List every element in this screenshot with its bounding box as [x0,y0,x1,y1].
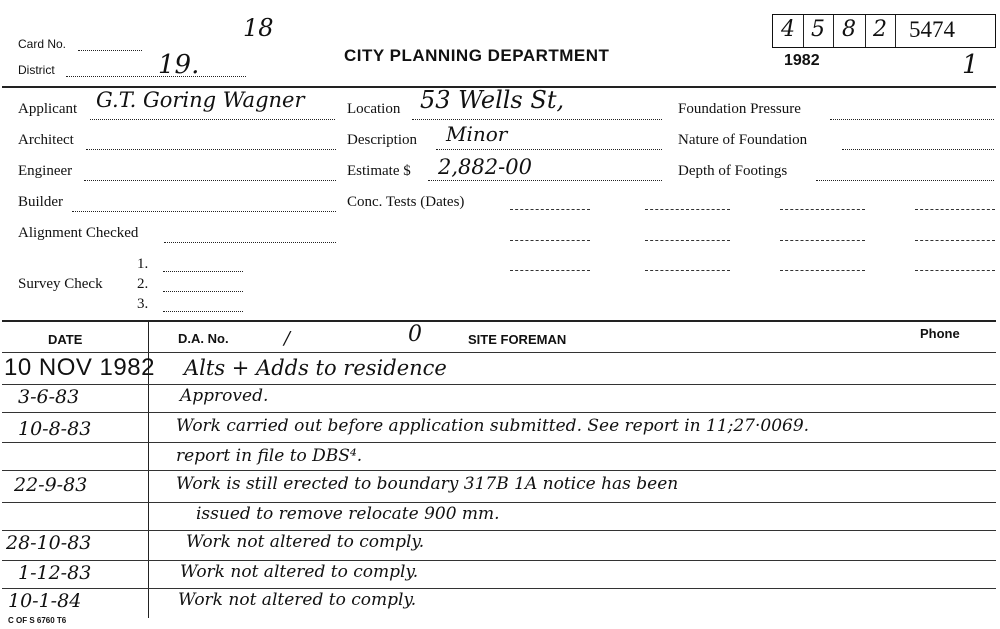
table-row-line [2,502,996,503]
applicant-value: G.T. Goring Wagner [96,88,305,112]
code-digit: 4 [781,17,795,42]
conc-test-blank [915,240,995,241]
date-header: DATE [48,332,83,347]
code-box-group [772,14,996,48]
applicant-line [90,119,335,120]
survey-line [163,311,243,312]
conc-test-blank [645,209,730,210]
conc-test-blank [780,270,865,271]
table-row-line [2,588,996,589]
table-row-line [2,530,996,531]
entry-note: Work not altered to comply. [178,590,417,610]
entry-date: 10-1-84 [8,590,82,612]
entry-note: report in file to DBS⁴. [176,446,363,466]
entry-note: Work not altered to comply. [186,532,425,552]
survey-line [163,271,243,272]
estimate-label: Estimate $ [347,163,411,179]
location-line [412,119,662,120]
table-row-line [2,470,996,471]
district-value: 19. [158,50,200,80]
conc-test-blank [780,209,865,210]
survey-line [163,291,243,292]
table-row-line [2,352,996,353]
applicant-label: Applicant [18,101,78,117]
depth-line [816,180,994,181]
location-value: 53 Wells St, [420,86,565,114]
page-title: CITY PLANNING DEPARTMENT [344,46,610,65]
builder-line [72,211,336,212]
entry-note: Alts + Adds to residence [184,356,447,380]
location-label: Location [347,101,401,117]
entry-note: Approved. [180,386,269,406]
foundation-pressure-label: Foundation Pressure [678,101,801,117]
code-box-divider [865,15,866,47]
entry-date: 10 NOV 1982 [4,354,155,381]
table-top-border [2,320,996,322]
survey-item-1: 1. [137,256,149,272]
alignment-line [164,242,336,243]
estimate-line [428,180,662,181]
card-no-label: Card No. [18,37,67,51]
architect-label: Architect [18,132,74,148]
table-row-line [2,442,996,443]
engineer-label: Engineer [18,163,73,179]
entry-date: 10-8-83 [18,418,92,440]
table-row-line [2,560,996,561]
description-value: Minor [446,122,508,146]
da-value: / [284,328,291,349]
nature-label: Nature of Foundation [678,132,808,148]
depth-label: Depth of Footings [678,163,788,179]
survey-label: Survey Check [18,276,103,292]
conc-test-blank [915,270,995,271]
entry-date: 3-6-83 [18,386,80,408]
alignment-label: Alignment Checked [18,225,139,241]
conc-test-blank [510,209,590,210]
conc-test-blank [645,240,730,241]
code-digit: 2 [873,17,887,42]
entry-date: 22-9-83 [14,474,88,496]
da-value-2: 0 [408,322,422,347]
nature-line [842,149,994,150]
entry-note: issued to remove relocate 900 mm. [196,504,500,524]
district-label: District [18,63,55,77]
code-digit: 5 [811,17,825,42]
code-box-divider [803,15,804,47]
entry-note: Work carried out before application submitted. See report in 11;27·0069. [176,416,810,436]
code-box-divider [833,15,834,47]
entry-note: Work is still erected to boundary 317B 1A notice has been [176,474,679,494]
conc-test-blank [780,240,865,241]
conc-test-blank [510,240,590,241]
district-line [66,76,246,77]
conc-test-blank [510,270,590,271]
survey-item-2: 2. [137,276,149,292]
card-no-value: 18 [243,14,274,42]
conc-tests-label: Conc. Tests (Dates) [347,194,465,210]
code-number: 5474 [909,17,955,42]
conc-test-blank [915,209,995,210]
description-line [436,149,662,150]
estimate-value: 2,882-00 [438,155,532,179]
description-label: Description [347,132,417,148]
table-row-line [2,384,996,385]
builder-label: Builder [18,194,63,210]
conc-test-blank [645,270,730,271]
entry-date: 28-10-83 [6,532,92,554]
da-label: D.A. No. [178,331,229,346]
phone-label: Phone [920,326,960,341]
foundation-pressure-line [830,119,994,120]
year: 1982 [784,52,820,69]
code-box-divider [895,15,896,47]
survey-item-3: 3. [137,296,149,312]
card-no-line [78,50,142,51]
entry-note: Work not altered to comply. [180,562,419,582]
table-row-line [2,412,996,413]
engineer-line [84,180,336,181]
site-foreman-label: SITE FOREMAN [468,332,567,347]
entry-date: 1-12-83 [18,562,92,584]
architect-line [86,149,336,150]
footer-code: C OF S 6760 T6 [8,616,67,625]
code-digit: 8 [842,17,856,42]
corner-number: 1 [962,50,979,80]
